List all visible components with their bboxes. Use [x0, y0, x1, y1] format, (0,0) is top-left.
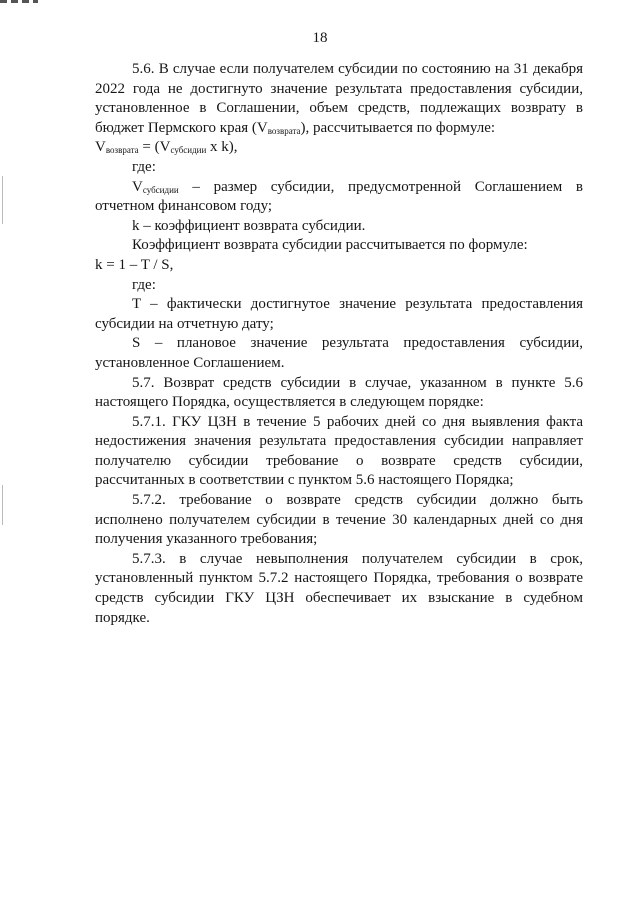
t-definition: T – фактически достигнутое значение результата предоставления субсидии на отчетную дату; — [95, 296, 583, 332]
formula-end: x k), — [206, 139, 238, 156]
formula-mid: = (V — [138, 139, 171, 156]
formula-v: V — [95, 139, 106, 156]
where-label-2: где: — [132, 276, 156, 293]
v-symbol: V — [132, 178, 143, 195]
paragraph-5-7-1: 5.7.1. ГКУ ЦЗН в течение 5 рабочих дней со дня выявления факта недостижения значения результата предоставления субсидии направляет получателю субсидии требование о возврате средств субсидии, рассчитанных в соответствии с пунктом 5.6 настоящего Порядка; — [95, 413, 583, 489]
v-subsidii-definition — [95, 178, 583, 217]
paragraph-5-7-3: 5.7.3. в случае невыполнения получателем субсидии в срок, установленный пунктом 5.7.2 настоящего Порядка, требования о возврате средств субсидии ГКУ ЦЗН обеспечивает их взыскание в судебном порядке. — [95, 550, 583, 626]
paragraph-5-7: 5.7. Возврат средств субсидии в случае, указанном в пункте 5.6 настоящего Порядка, осуществляется в следующем порядке: — [95, 374, 583, 411]
paragraph-5-6-end: ), рассчитывается по формуле: — [300, 119, 496, 136]
paragraph-5-6-text: 5.6. В случае если получателем субсидии по состоянию на 31 декабря 2022 года не достигнуто значение результата предоставления субсидии, установленное в Соглашении, объем средств, подлежащих возврату в бюджет Пермского края (V — [95, 61, 583, 136]
scan-edge-line — [2, 176, 3, 224]
subscript-vozvrata: возврата — [267, 125, 301, 136]
document-body — [95, 60, 583, 628]
formula-v-vozvrata — [95, 138, 583, 158]
formula-sub-vozvrata: возврата — [105, 145, 139, 156]
s-definition: S – плановое значение результата предоставления субсидии, установленное Соглашением. — [95, 335, 583, 371]
k-formula-intro: Коэффициент возврата субсидии рассчитывается по формуле: — [132, 237, 528, 254]
scan-edge-line — [2, 485, 3, 525]
paragraph-5-7-2: 5.7.2. требование о возврате средств субсидии должно быть исполнено получателем субсидии в течение 30 календарных дней со дня получения указанного требования; — [95, 492, 583, 548]
k-definition: k – коэффициент возврата субсидии. — [132, 217, 366, 234]
page-number: 18 — [312, 30, 328, 46]
scan-artifact-mark — [0, 0, 38, 3]
where-label-1: где: — [132, 158, 156, 175]
paragraph-5-6 — [95, 60, 583, 138]
formula-sub-subsidii: субсидии — [170, 145, 207, 156]
v-definition-text: – размер субсидии, предусмотренной Соглашением в отчетном финансовом году; — [95, 178, 583, 215]
v-sub-subsidii: субсидии — [142, 184, 179, 195]
formula-k: k = 1 – T / S, — [95, 256, 174, 273]
